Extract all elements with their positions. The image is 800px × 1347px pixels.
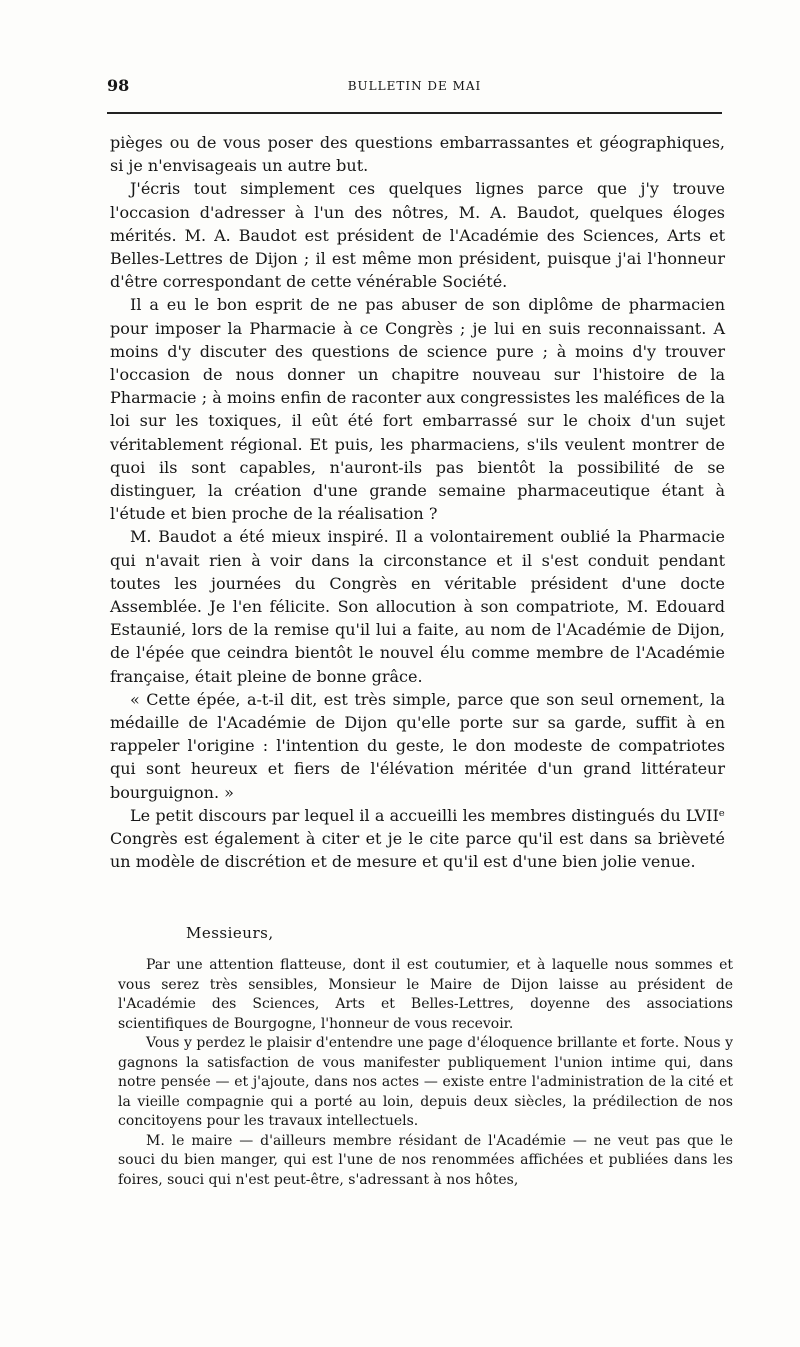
paragraph: « Cette épée, a-t-il dit, est très simple, parce que son seul ornement, la médaille de l'Académie de Dijon qu'elle porte sur sa garde, suffit à en rappeler l'origine : l'intention du geste, le don modeste de compatriotes qui sont heureux et fiers de l'élévation méritée d'un grand littérateur bourguignon. » bbox=[110, 689, 725, 802]
header-rule bbox=[107, 112, 722, 114]
paragraph: Le petit discours par lequel il a accueilli les membres distingués du LVIIᵉ Congrès est également à citer et je le cite parce qu'il est dans sa brièveté un modèle de discrétion et de mesure et qu'il est d'une bien jolie venue. bbox=[110, 805, 725, 872]
page-number: 98 bbox=[107, 76, 130, 95]
paragraph: pièges ou de vous poser des questions embarrassantes et géographiques, si je n'envisageais un autre but. bbox=[110, 133, 725, 176]
page-header bbox=[107, 76, 722, 100]
running-title: BULLETIN DE MAI bbox=[347, 79, 482, 93]
speech-paragraph: Vous y perdez le plaisir d'entendre une page d'éloquence brillante et forte. Nous y gagnons la satisfaction de vous manifester publiquement l'union intime qui, dans notre pensée — et j'ajoute, dans nos actes — existe entre l'administration de la cité et la vieille compagnie qui a porté au loin, depuis deux siècles, la prédilection de nos concitoyens pour les travaux intellectuels. bbox=[118, 1035, 733, 1129]
speech-body bbox=[118, 956, 733, 1190]
article-body bbox=[110, 131, 725, 874]
speech-paragraph: Par une attention flatteuse, dont il est coutumier, et à laquelle nous sommes et vous serez très sensibles, Monsieur le Maire de Dijon laisse au président de l'Académie des Sciences, Arts et Belles-Lettres, doyenne des associations scientifiques de Bourgogne, l'honneur de vous recevoir. bbox=[118, 957, 733, 1032]
paragraph: M. Baudot a été mieux inspiré. Il a volontairement oublié la Pharmacie qui n'avait rien à voir dans la circonstance et il s'est conduit pendant toutes les journées du Congrès en véritable président d'une docte Assemblée. Je l'en félicite. Son allocution à son compatriote, M. Edouard Estaunié, lors de la remise qu'il lui a faite, au nom de l'Académie de Dijon, de l'épée que ceindra bientôt le nouvel élu comme membre de l'Académie française, était pleine de bonne grâce. bbox=[110, 527, 725, 686]
speech-paragraph: M. le maire — d'ailleurs membre résidant de l'Académie — ne veut pas que le souci du bien manger, qui est l'une de nos renommées affichées et publiées dans les foires, souci qui n'est peut-être, s'adressant à nos hôtes, bbox=[118, 1132, 733, 1188]
paragraph: J'écris tout simplement ces quelques lignes parce que j'y trouve l'occasion d'adresser à l'un des nôtres, M. A. Baudot, quelques éloges mérités. M. A. Baudot est président de l'Académie des Sciences, Arts et Belles-Lettres de Dijon ; il est même mon président, puisque j'ai l'honneur d'être correspondant de cette vénérable Société. bbox=[110, 179, 725, 292]
paragraph: Il a eu le bon esprit de ne pas abuser de son diplôme de pharmacien pour imposer la Pharmacie à ce Congrès ; je lui en suis reconnaissant. A moins d'y discuter des questions de science pure ; à moins d'y trouver l'occasion de nous donner un chapitre nouveau sur l'histoire de la Pharmacie ; à moins enfin de raconter aux congressistes les maléfices de la loi sur les toxiques, il eût été fort embarrassé sur le choix d'un sujet véritablement régional. Et puis, les pharmaciens, s'ils veulent montrer de quoi ils sont capables, n'auront-ils pas bientôt la possibilité de se distinguer, la création d'une grande semaine pharmaceutique étant à l'étude et bien proche de la réalisation ? bbox=[110, 295, 725, 524]
speech-salutation: Messieurs, bbox=[186, 924, 274, 942]
